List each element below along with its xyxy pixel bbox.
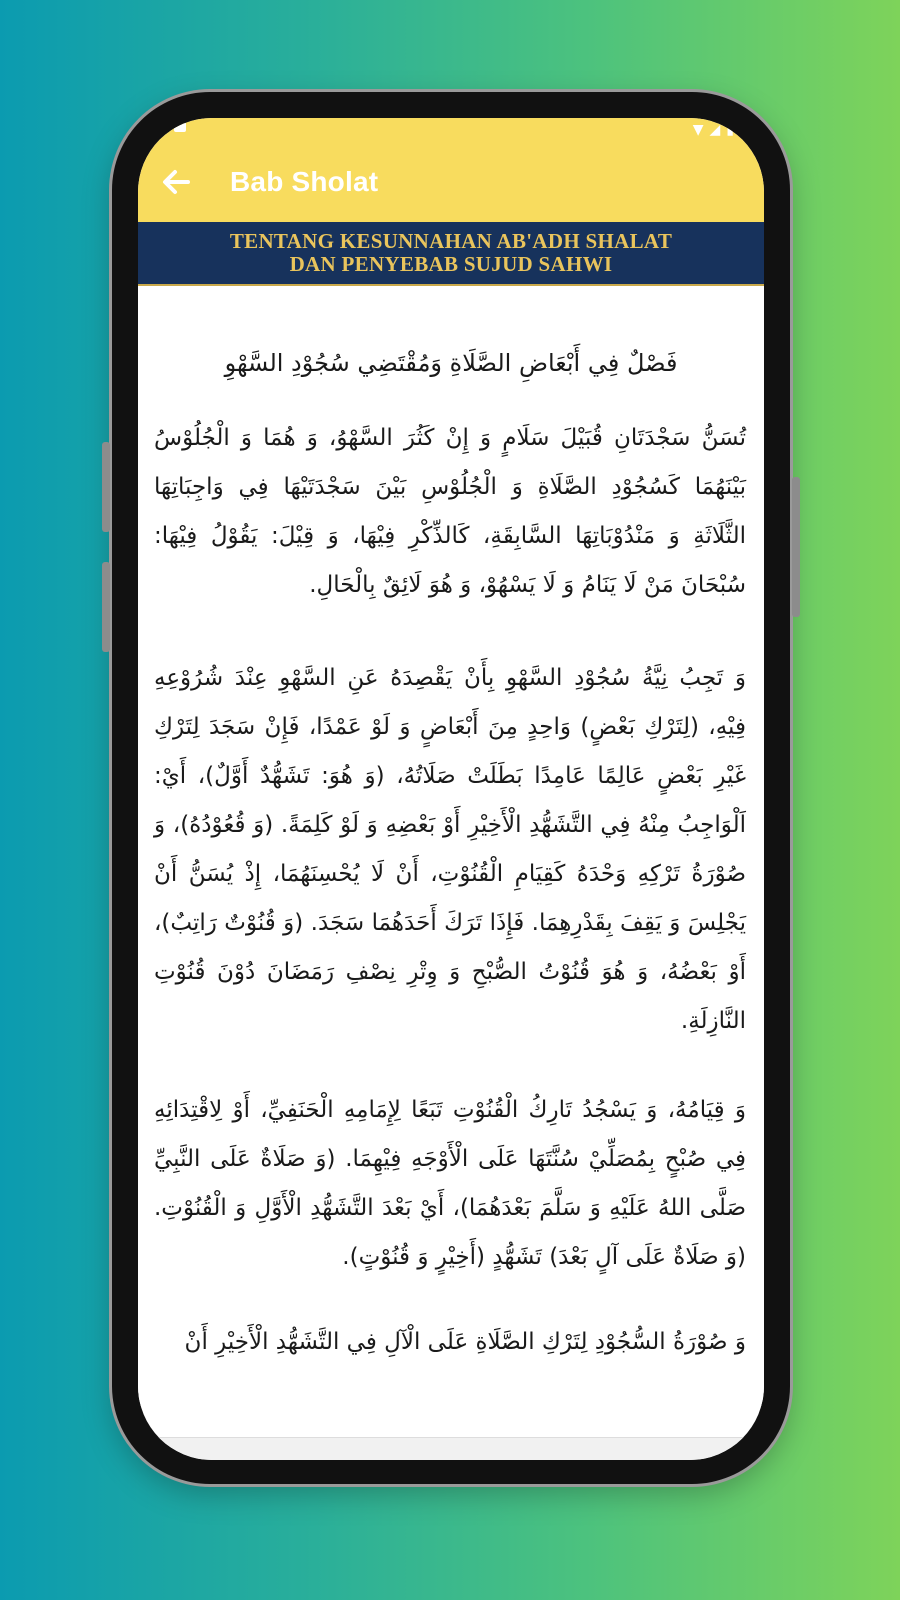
volume-button bbox=[102, 442, 110, 532]
notification-icon bbox=[174, 122, 186, 132]
paragraph-3: وَ قِيَامُهُ، وَ يَسْجُدُ تَارِكُ الْقُنُوْتِ تَبَعًا لِإِمَامِهِ الْحَنَفِيِّ، أَوْ لِاقْتِدَائِهِ فِي صُبْحٍ بِمُصَلِّيْ سُنَّتَهَا عَلَى الْأَوْجَهِ فِيْهِمَا. (وَ صَلَاةٌ عَلَى النَّبِيِّ صَلَّى اللهُ عَلَيْهِ وَ سَلَّمَ بَعْدَهُمَا)، أَيْ بَعْدَ التَّشَهُّدِ الْأَوَّلِ وَ الْقُنُوْتِ. (وَ صَلَاةٌ عَلَى آلٍ بَعْدَ) تَشَهُّدٍ (أَخِيْرٍ وَ قُنُوْتٍ). bbox=[154, 1097, 746, 1270]
wifi-icon: ▼ bbox=[692, 122, 704, 138]
side-button bbox=[792, 477, 800, 617]
signal-icon: ◢ bbox=[709, 122, 721, 138]
phone-screen bbox=[138, 118, 764, 1460]
arrow-left-icon[interactable] bbox=[146, 152, 206, 212]
content-area[interactable] bbox=[138, 286, 764, 1406]
chapter-title-line1: TENTANG KESUNNAHAN AB'ADH SHALAT bbox=[229, 229, 673, 253]
navigation-bar bbox=[138, 1437, 764, 1460]
phone-frame bbox=[112, 92, 790, 1484]
app-bar bbox=[138, 142, 764, 222]
power-button bbox=[102, 562, 110, 652]
paragraph-1: تُسَنُّ سَجْدَتَانِ قُبَيْلَ سَلَامٍ وَ إِنْ كَثُرَ السَّهْوُ، وَ هُمَا وَ الْجُلُوْسُ بَيْنَهُمَا كَسُجُوْدِ الصَّلَاةِ وَ الْجُلُوْسِ بَيْنَ سَجْدَتَيْهَا فِي وَاجِبَاتِهَا الثَّلَاثَةِ وَ مَنْدُوْبَاتِهَا السَّابِقَةِ، كَالذِّكْرِ فِيْهَا، وَ قِيْلَ: يَقُوْلُ فِيْهَا: سُبْحَانَ مَنْ لَا يَنَامُ وَ لَا يَسْهُوْ، وَ هُوَ لَائِقٌ بِالْحَالِ. bbox=[154, 425, 746, 598]
paragraph-2: وَ تَجِبُ نِيَّةُ سُجُوْدِ السَّهْوِ بِأَنْ يَقْصِدَهُ عَنِ السَّهْوِ عِنْدَ شُرُوْعِهِ فِيْهِ، (لِتَرْكِ بَعْضٍ) وَاحِدٍ مِنَ أَبْعَاضٍ وَ لَوْ عَمْدًا، فَإِنْ سَجَدَ لِتَرْكِ غَيْرِ بَعْضٍ عَالِمًا عَامِدًا بَطَلَتْ صَلَاتُهُ، (وَ هُوَ: تَشَهُّدٌ أَوَّلٌ)، أَيْ: اَلْوَاجِبُ مِنْهُ فِي التَّشَهُّدِ الْأَخِيْرِ أَوْ بَعْضِهِ وَ لَوْ كَلِمَةً. (وَ قُعُوْدُهُ)، وَ صُوْرَةُ تَرْكِهِ وَحْدَهُ كَقِيَامِ الْقُنُوْتِ، أَنْ لَا يُحْسِنَهُمَا، إِذْ يُسَنُّ أَنْ يَجْلِسَ وَ يَقِفَ بِقَدْرِهِمَا. فَإِذَا تَرَكَ أَحَدَهُمَا سَجَدَ. (وَ قُنُوْتٌ رَاتِبٌ)، أَوْ بَعْضُهُ، وَ هُوَ قُنُوْتُ الصُّبْحِ وَ وِتْرِ نِصْفِ رَمَضَانَ دُوْنَ قُنُوْتِ النَّازِلَةِ. bbox=[154, 665, 746, 1034]
section-heading: فَصْلٌ فِي أَبْعَاضِ الصَّلَاةِ وَمُقْتَضِي سُجُوْدِ السَّهْوِ bbox=[224, 349, 678, 377]
chapter-title-line2: DAN PENYEBAB SUJUD SAHWI bbox=[289, 252, 613, 276]
app-title: Bab Sholat bbox=[230, 166, 379, 197]
paragraph-4: وَ صُوْرَةُ السُّجُوْدِ لِتَرْكِ الصَّلَاةِ عَلَى الْآلِ فِي التَّشَهُّدِ الْأَخِيْرِ أَنْ bbox=[184, 1329, 746, 1355]
chapter-banner bbox=[138, 222, 764, 286]
battery-icon: ▮ bbox=[726, 122, 734, 138]
status-icons bbox=[693, 121, 734, 139]
status-bar bbox=[138, 118, 764, 142]
